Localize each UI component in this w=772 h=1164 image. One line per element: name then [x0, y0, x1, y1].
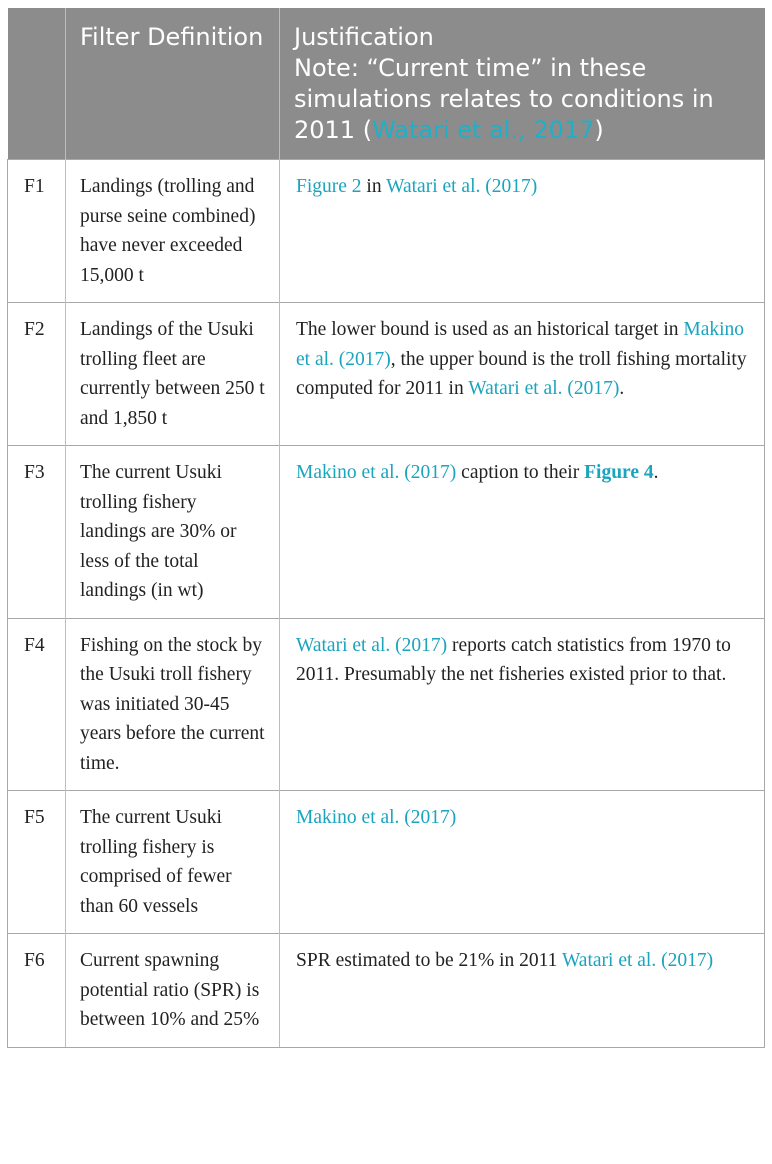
filter-id-cell: F2 [8, 303, 66, 446]
table-row [8, 934, 765, 1048]
justification-text: , the upper bound is the troll fishing mortality computed for 2011 in [296, 348, 747, 399]
citation-link[interactable]: Makino et al. (2017) [296, 319, 745, 370]
table-row [8, 446, 765, 619]
filter-id-cell: F6 [8, 934, 66, 1048]
header-justification-title: Justification [294, 23, 434, 51]
header-note-prefix: Note: “Current time” in these simulations relates to conditions in 2011 ( [294, 54, 714, 144]
table-row [8, 791, 765, 934]
header-justification-note [294, 54, 714, 144]
justification-cell [280, 934, 765, 1048]
citation-link[interactable]: Figure 2 [296, 176, 362, 197]
filter-definition-cell: Landings of the Usuki trolling fleet are currently between 250 t and 1,850 t [66, 303, 280, 446]
filter-id-cell: F3 [8, 446, 66, 619]
table-body [8, 160, 765, 1048]
header-note-citation-link[interactable]: Watari et al., 2017 [372, 116, 595, 144]
justification-cell [280, 446, 765, 619]
justification-text: The lower bound is used as an historical target in [296, 319, 684, 340]
justification-cell [280, 160, 765, 303]
justification-text: in [361, 176, 387, 197]
justification-text: . [653, 462, 659, 483]
justification-cell [280, 791, 765, 934]
justification-cell [280, 303, 765, 446]
filter-id-cell: F1 [8, 160, 66, 303]
citation-link[interactable]: Makino et al. (2017) [296, 807, 457, 828]
header-row [8, 8, 765, 160]
citation-link[interactable]: Watari et al. (2017) [561, 950, 714, 971]
justification-text: . [619, 378, 625, 399]
justification-cell [280, 618, 765, 791]
justification-text: caption to their [456, 462, 585, 483]
table-row [8, 160, 765, 303]
filter-definition-cell: Current spawning potential ratio (SPR) is between 10% and 25% [66, 934, 280, 1048]
header-definition-cell: Filter Definition [66, 8, 280, 160]
table-row [8, 618, 765, 791]
header-id-cell [8, 8, 66, 160]
filter-definition-cell: Fishing on the stock by the Usuki troll fishery was initiated 30-45 years before the current time. [66, 618, 280, 791]
citation-link[interactable]: Watari et al. (2017) [296, 634, 448, 656]
filter-table-container [7, 8, 764, 1048]
filter-id-cell: F4 [8, 618, 66, 791]
citation-link[interactable]: Watari et al. (2017) [468, 378, 620, 399]
citation-link[interactable]: Makino et al. (2017) [296, 462, 457, 483]
table-header [8, 8, 765, 160]
filter-table [7, 8, 765, 1048]
table-row [8, 303, 765, 446]
header-note-suffix: ) [594, 116, 604, 144]
filter-definition-cell: Landings (trolling and purse seine combined) have never exceeded 15,000 t [66, 160, 280, 303]
filter-definition-cell: The current Usuki trolling fishery is comprised of fewer than 60 vessels [66, 791, 280, 934]
header-justification-cell [280, 8, 765, 160]
citation-link[interactable]: Watari et al. (2017) [386, 176, 538, 197]
justification-text: reports catch statistics from 1970 to 2011. Presumably the net fisheries existed prior to that. [296, 634, 731, 685]
figure-link[interactable]: Figure 4 [584, 462, 654, 483]
filter-definition-cell: The current Usuki trolling fishery landings are 30% or less of the total landings (in wt) [66, 446, 280, 619]
justification-text: SPR estimated to be 21% in 2011 [296, 950, 562, 971]
filter-id-cell: F5 [8, 791, 66, 934]
